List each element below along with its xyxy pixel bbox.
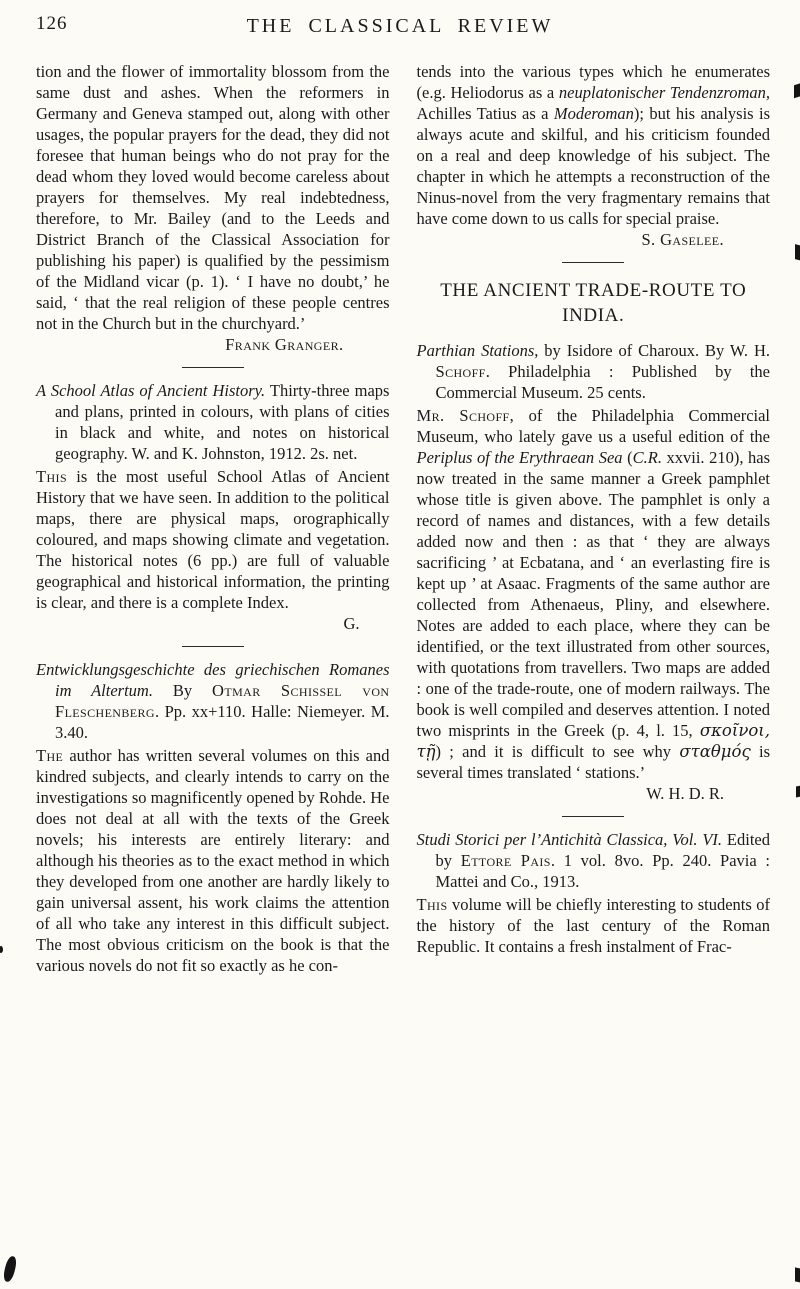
german-term-italic: Moderoman — [553, 104, 634, 123]
body-text: ); but his analysis is always acute and skilful, and his criticism founded on a real and deep knowledge of his subject. The chapter in which he attempts a reconstruction of the Ninus-novel from the very fragmentary remains that have come down to us calls for special praise. — [416, 104, 770, 228]
page-number: 126 — [36, 13, 68, 34]
review-heading-school-atlas — [36, 380, 390, 464]
german-term-italic: neuplatonischer Tendenzroman, — [558, 83, 770, 102]
review-body-studi-storici — [417, 894, 771, 957]
paragraph-gaselee-continuation — [417, 61, 771, 229]
scan-artifact — [794, 83, 800, 99]
editor-small-caps: Ettore Pais — [460, 851, 551, 870]
review-heading-studi-storici — [417, 829, 771, 892]
body-text: Achilles Tatius as a — [416, 104, 554, 123]
review-body-entwicklungsgeschichte — [36, 745, 390, 976]
review-title-italic: Parthian Stations — [416, 341, 535, 360]
review-body-text: is the most useful School Atlas of Ancient History that we have seen. In addition to the political maps, there are physical maps, orographically coloured, and maps showing climate and vegetation. The historical notes (6 pp.) are full of valuable geographical and historical information, the printing is clear, and there is a complete Index. — [36, 467, 390, 612]
review-heading-rest: . Philadelphia : Published by the Commercial Museum. 25 cents. — [435, 362, 770, 402]
greek-text: σταθμός — [679, 742, 751, 761]
review-title-italic: Entwicklungsgeschichte des griechischen Romanes im Altertum. — [36, 660, 390, 700]
right-column — [417, 61, 771, 976]
scan-artifact — [2, 1255, 18, 1283]
review-heading-entwicklungsgeschichte — [36, 659, 390, 743]
review-heading-by: By — [152, 681, 213, 700]
lead-word-small-caps: This — [416, 895, 448, 914]
body-text: xxvii. 210), has now treated in the same manner a Greek pamphlet whose title is given above. The pamphlet is only a record of names and distances, with a few details added now and then : as that ‘ they are always sacrificing ’ at Ecbatana, and ‘ an everlasting fire is kept up ’ at Asaac. Fragments of the same author are collected from Athenaeus, Pliny, and elsewhere. Notes are added to each place, where they can be identified, or the text illustrated from other sources, with quotations from travellers. Two maps are added : one of the trade-route, one of modern railways. The book is well compiled and deserves attention. I noted two misprints in the Greek (p. 4, l. 15, — [416, 448, 770, 740]
page-header — [0, 0, 800, 48]
signature-g: G. — [343, 614, 360, 633]
left-column — [36, 61, 390, 976]
review-heading-rest: . Pp. xx+110. Halle: Niemeyer. M. 3.40. — [55, 702, 390, 742]
author-small-caps: Schoff — [435, 362, 486, 381]
signature-frank-granger — [36, 334, 390, 355]
journal-abbrev-italic: C.R. — [632, 448, 662, 467]
signature-name: Frank Granger. — [225, 335, 344, 354]
scan-artifact — [795, 244, 800, 261]
body-text: tends into the various types which he enumerates (e.g. Heliodorus as a — [416, 62, 770, 102]
lead-word-small-caps: The — [36, 746, 64, 765]
review-heading-mid: Edited by — [435, 830, 770, 870]
review-heading-mid: , by Isidore of Charoux. By W. H. — [534, 341, 770, 360]
article-heading-trade-route: THE ANCIENT TRADE-ROUTE TO INDIA. — [440, 280, 747, 326]
review-body-text: author has written several volumes on this and kindred subjects, and clearly intends to carry on the investigations so magnificently opened by Rohde. He does not deal at all with the texts of the Greek novels; his interests are entirely literary: and although his theories as to the exact method in which they developed from one another are hardly likely to gain universal assent, his work claims the attention of all who take any interest in this difficult subject. The most obvious criticism on the book is that the various novels do not fit so exactly as he con- — [36, 746, 390, 975]
text-columns — [0, 48, 800, 976]
scan-artifact — [796, 786, 800, 798]
review-title-italic: A School Atlas of Ancient History. — [36, 381, 266, 400]
body-text: ( — [622, 448, 633, 467]
section-divider — [562, 816, 624, 817]
body-text: ) ; and it is difficult to see why — [435, 742, 680, 761]
greek-text: σκοῖνοι, τῇ — [416, 721, 770, 761]
review-heading-rest: . 1 vol. 8vo. Pp. 240. Pavia : Mattei and Co., 1913. — [435, 851, 770, 891]
scan-artifact — [795, 1267, 800, 1282]
review-heading-parthian-stations — [417, 340, 771, 403]
journal-title: THE CLASSICAL REVIEW — [246, 15, 554, 37]
signature-gaselee — [417, 229, 771, 250]
body-text: of the Philadelphia Commercial Museum, who lately gave us a useful edition of the — [416, 406, 771, 446]
section-divider — [182, 367, 244, 368]
review-heading-rest: Thirty-three maps and plans, printed in colours, with plans of cities in black and white, and notes on historical geography. W. and K. Johnston, 1912. 2s. net. — [55, 381, 390, 463]
body-text: is several times translated ‘ stations.’ — [416, 742, 770, 782]
review-body-text: volume will be chiefly interesting to students of the history of the last century of the Roman Republic. It contains a fresh instalment of Frac- — [416, 895, 770, 956]
lead-word-small-caps: Mr. Schoff, — [416, 406, 515, 425]
signature-name: S. Gaselee. — [641, 230, 724, 249]
paragraph-granger-continuation: tion and the flower of immortality blossom from the same dust and ashes. When the reformers in Germany and Geneva stamped out, along with other usages, the popular prayers for the dead, they did not foresee that human beings who do not pray for the dead whom they loved would become careless about prayers for themselves. My real indebtedness, therefore, to Mr. Bailey (and to the Leeds and District Branch of the Classical Association for publishing his paper) is qualified by the pessimism of the Midland vicar (p. 1). ‘ I have no doubt,’ he said, ‘ that the real religion of these people centres not in the Church but in the churchyard.’ — [36, 62, 390, 333]
author-small-caps: Otmar Schissel von Fleschenberg — [55, 681, 390, 721]
book-title-italic: Periplus of the Erythraean Sea — [416, 448, 623, 467]
signature-whdr: W. H. D. R. — [646, 784, 724, 803]
review-body-parthian-stations — [417, 405, 771, 783]
section-divider — [562, 262, 624, 263]
lead-word-small-caps: This — [36, 467, 68, 486]
review-body-school-atlas — [36, 466, 390, 613]
section-divider — [182, 646, 244, 647]
review-title-italic: Studi Storici per l’Antichità Classica, Vol. VI. — [416, 830, 723, 849]
